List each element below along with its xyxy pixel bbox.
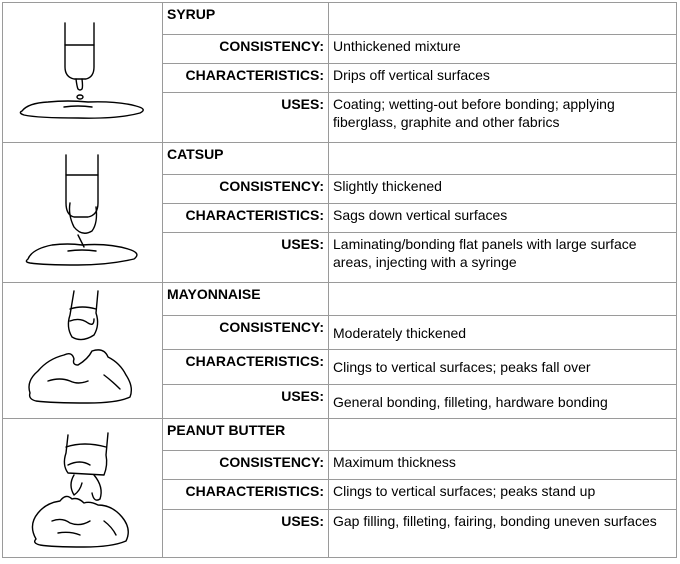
consistency-value: Unthickened mixture — [329, 35, 677, 64]
consistency-label: CONSISTENCY: — [163, 35, 329, 64]
uses-label: USES: — [163, 93, 329, 143]
uses-value: General bonding, filleting, hardware bonding — [329, 385, 677, 419]
uses-value: Gap filling, filleting, fairing, bonding uneven surfaces — [329, 509, 677, 557]
uses-label: USES: — [163, 233, 329, 283]
empty-cell — [329, 3, 677, 35]
consistency-value: Maximum thickness — [329, 451, 677, 480]
row-name: SYRUP — [163, 3, 329, 35]
characteristics-label: CHARACTERISTICS: — [163, 480, 329, 509]
uses-value: Laminating/bonding flat panels with large surface areas, injecting with a syringe — [329, 233, 677, 283]
uses-value: Coating; wetting-out before bonding; applying fiberglass, graphite and other fabrics — [329, 93, 677, 143]
empty-cell — [329, 419, 677, 451]
row-name: PEANUT BUTTER — [163, 419, 329, 451]
table-row — [3, 3, 677, 35]
consistency-label: CONSISTENCY: — [163, 175, 329, 204]
characteristics-label: CHARACTERISTICS: — [163, 64, 329, 93]
consistency-value: Moderately thickened — [329, 316, 677, 350]
characteristics-value: Sags down vertical surfaces — [329, 204, 677, 233]
mayonnaise-mound-icon — [3, 283, 163, 419]
syrup-drip-icon — [3, 3, 163, 143]
table-row — [3, 143, 677, 175]
characteristics-value: Drips off vertical surfaces — [329, 64, 677, 93]
characteristics-value: Clings to vertical surfaces; peaks fall over — [329, 350, 677, 385]
empty-cell — [329, 283, 677, 316]
catsup-puddle-icon — [3, 143, 163, 283]
table-row — [3, 419, 677, 451]
consistency-table — [2, 2, 677, 558]
peanut-butter-mound-icon — [3, 419, 163, 558]
row-name: CATSUP — [163, 143, 329, 175]
characteristics-value: Clings to vertical surfaces; peaks stand up — [329, 480, 677, 509]
row-name: MAYONNAISE — [163, 283, 329, 316]
empty-cell — [329, 143, 677, 175]
consistency-value: Slightly thickened — [329, 175, 677, 204]
consistency-label: CONSISTENCY: — [163, 451, 329, 480]
consistency-label: CONSISTENCY: — [163, 316, 329, 350]
characteristics-label: CHARACTERISTICS: — [163, 350, 329, 385]
uses-label: USES: — [163, 509, 329, 557]
table-row — [3, 283, 677, 316]
characteristics-label: CHARACTERISTICS: — [163, 204, 329, 233]
uses-label: USES: — [163, 385, 329, 419]
